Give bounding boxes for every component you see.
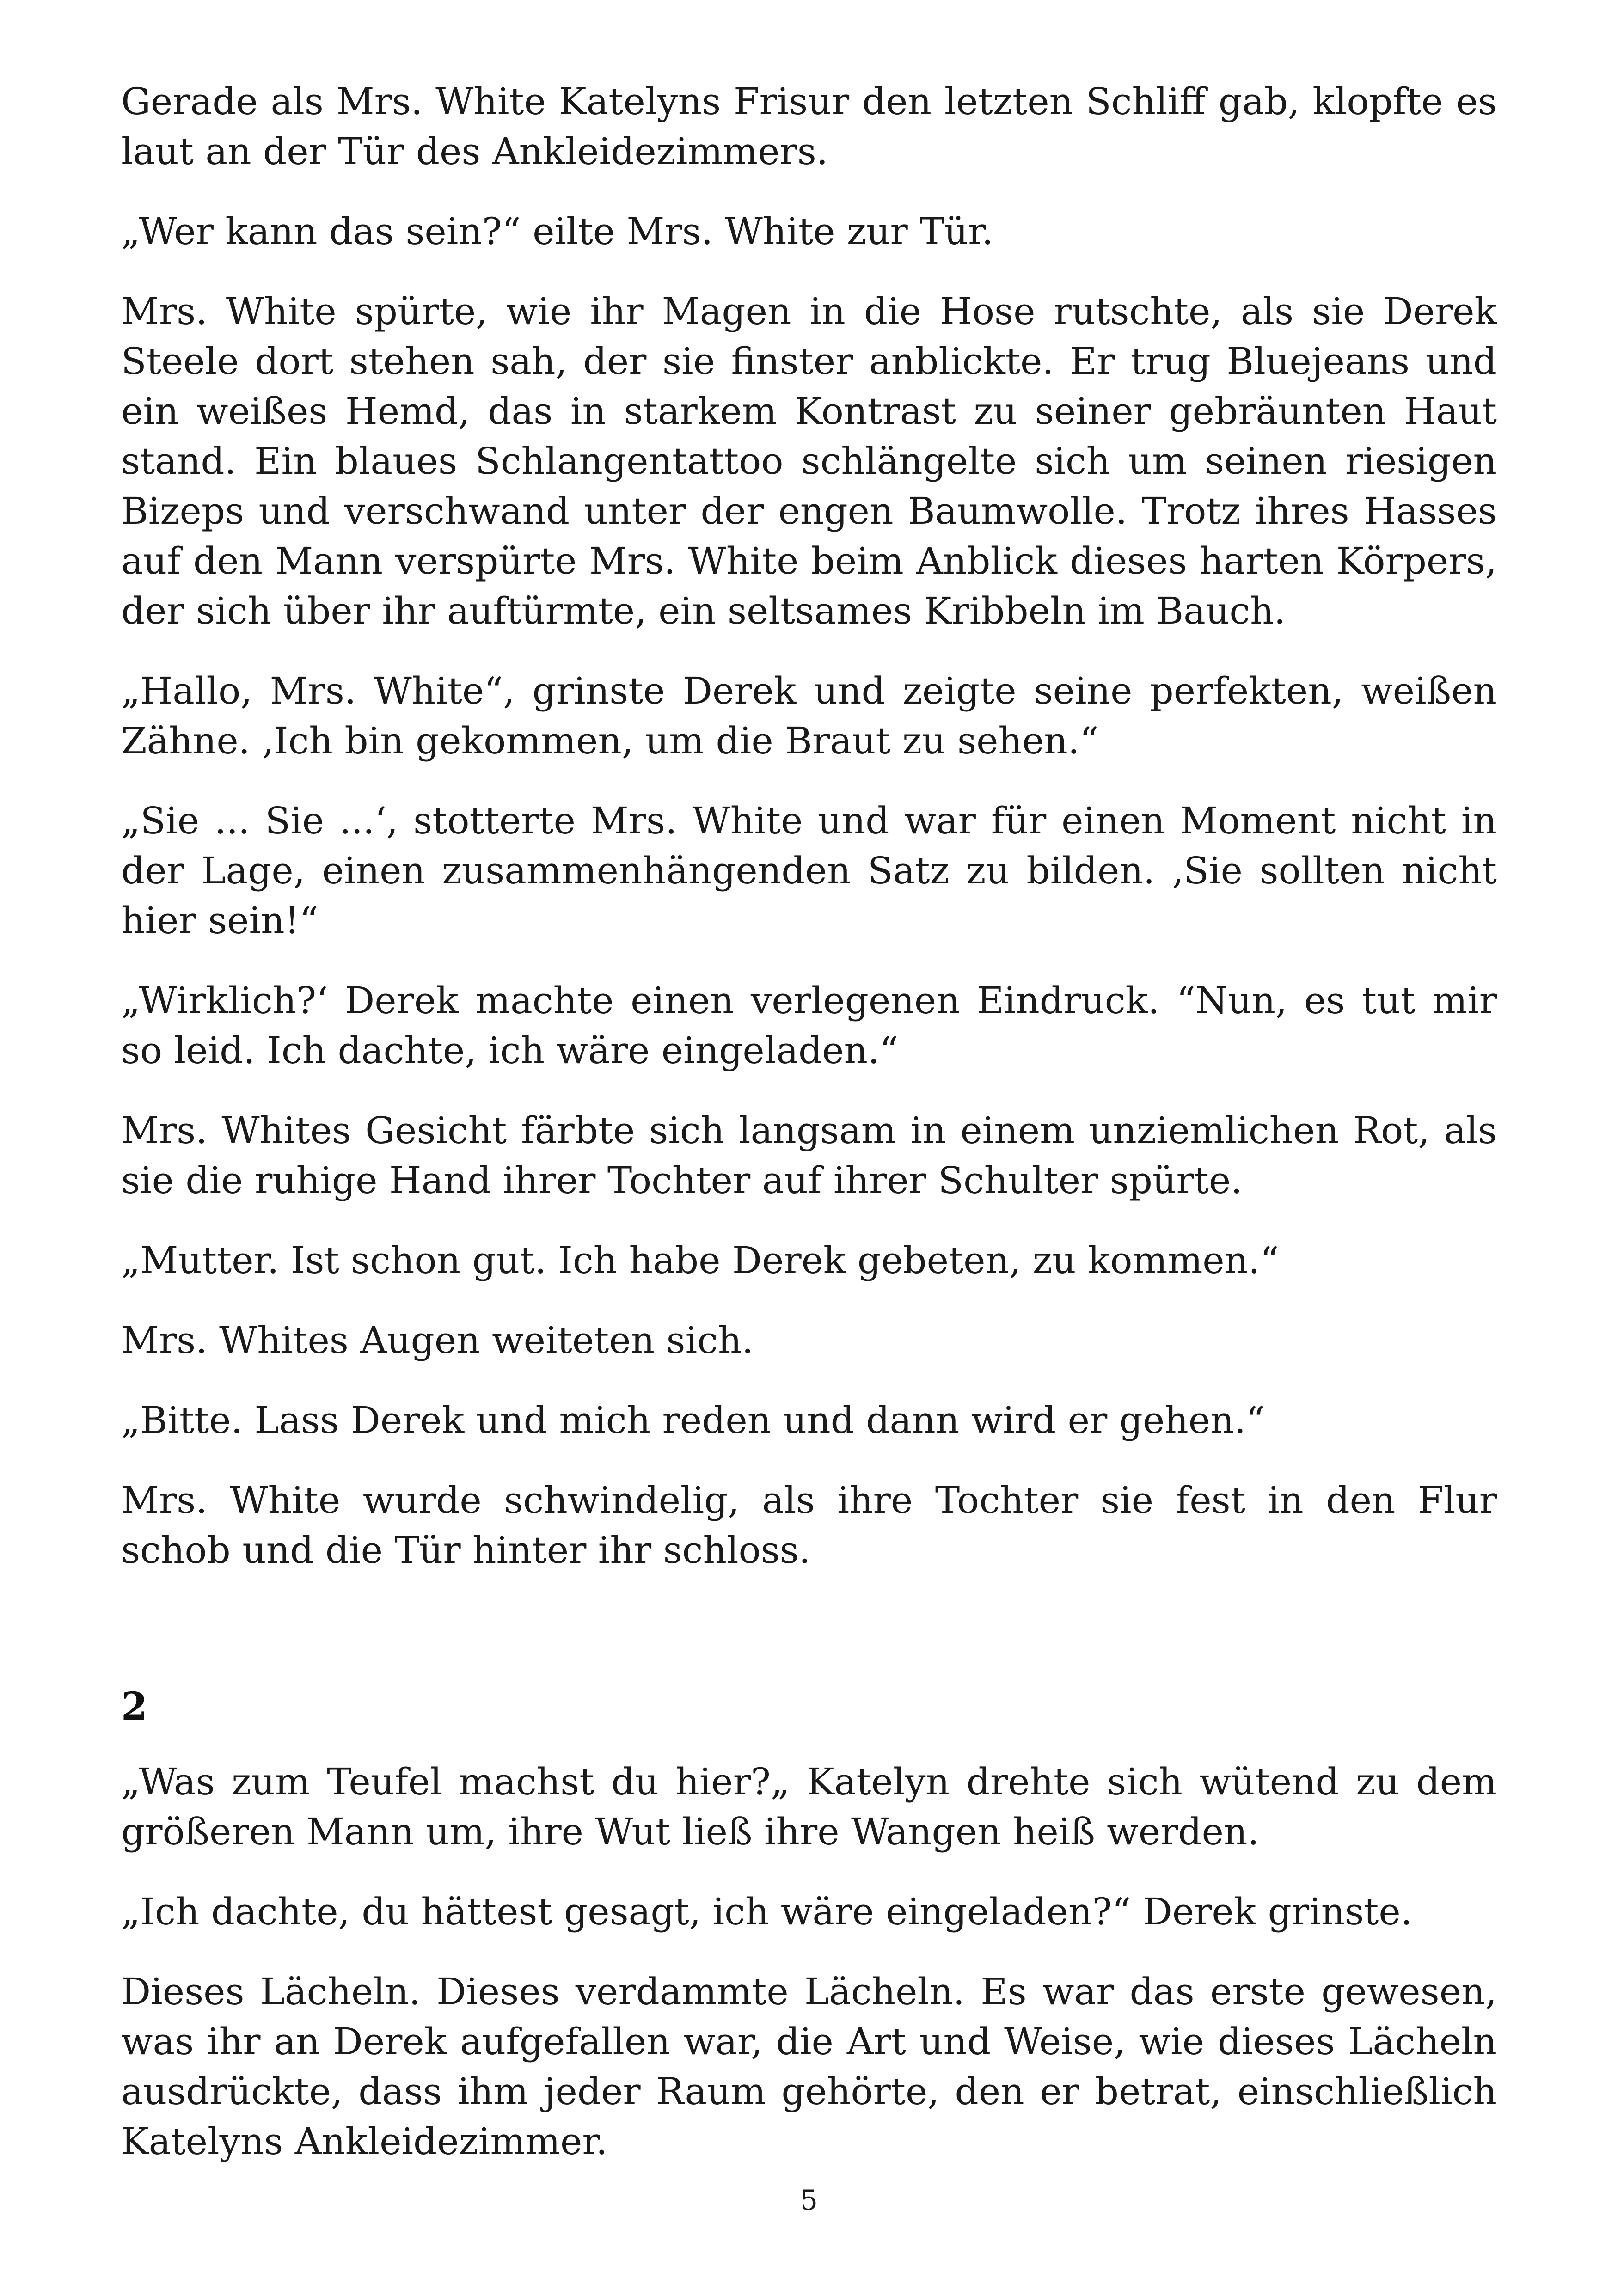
- paragraph: „Mutter. Ist schon gut. Ich habe Derek gebeten, zu kommen.“: [121, 1239, 1279, 1282]
- body-text: [121, 77, 1497, 2197]
- paragraph: Mrs. White wurde schwindelig, als ihre Tochter sie fest in den Flur schob und die Tür hinter ihr schloss.: [121, 1479, 1497, 1572]
- paragraph: Gerade als Mrs. White Katelyns Frisur den letzten Schliff gab, klopfte es laut an der Tür des Ankleidezimmers.: [121, 80, 1497, 173]
- paragraph: „Wer kann das sein?“ eilte Mrs. White zur Tür.: [121, 210, 993, 253]
- paragraph: Dieses Lächeln. Dieses verdammte Lächeln. Es war das erste gewesen, was ihr an Derek aufgefallen war, die Art und Weise, wie dieses Lächeln ausdrückte, dass ihm jeder Raum gehörte, den er betrat, einschließlich Katelyns Ankleidezimmer.: [121, 1970, 1497, 2163]
- chapter-heading: 2: [121, 1684, 148, 1729]
- paragraph: „Was zum Teufel machst du hier?„ Katelyn drehte sich wütend zu dem größeren Mann um, ihre Wut ließ ihre Wangen heiß werden.: [121, 1760, 1497, 1853]
- paragraph: Mrs. Whites Gesicht färbte sich langsam in einem unziemlichen Rot, als sie die ruhige Hand ihrer Tochter auf ihrer Schulter spürte.: [121, 1109, 1497, 1202]
- paragraph: „Bitte. Lass Derek und mich reden und dann wird er gehen.“: [121, 1399, 1265, 1442]
- paragraph: „Wirklich?‘ Derek machte einen verlegenen Eindruck. “Nun, es tut mir so leid. Ich dachte, ich wäre eingeladen.“: [121, 979, 1497, 1072]
- paragraph: „Ich dachte, du hättest gesagt, ich wäre eingeladen?“ Derek grinste.: [121, 1890, 1413, 1933]
- paragraph: Mrs. Whites Augen weiteten sich.: [121, 1319, 754, 1362]
- paragraph: Mrs. White spürte, wie ihr Magen in die Hose rutschte, als sie Derek Steele dort stehen sah, der sie finster anblickte. Er trug Bluejeans und ein weißes Hemd, das in starkem Kontrast zu seiner gebräunten Haut stand. Ein blaues Schlangentattoo schlängelte sich um seinen riesigen Bizeps und verschwand unter der engen Baumwolle. Trotz ihres Hasses auf den Mann verspürte Mrs. White beim Anblick dieses harten Körpers, der sich über ihr auftürmte, ein seltsames Kribbeln im Bauch.: [121, 290, 1497, 632]
- paragraph: „Hallo, Mrs. White“, grinste Derek und zeigte seine perfekten, weißen Zähne. ‚Ich bin gekommen, um die Braut zu sehen.“: [121, 669, 1497, 762]
- paragraph: „Sie ... Sie ...‘, stotterte Mrs. White und war für einen Moment nicht in der Lage, einen zusammenhängenden Satz zu bilden. ‚Sie sollten nicht hier sein!“: [121, 799, 1497, 942]
- page-number: 5: [800, 2184, 818, 2216]
